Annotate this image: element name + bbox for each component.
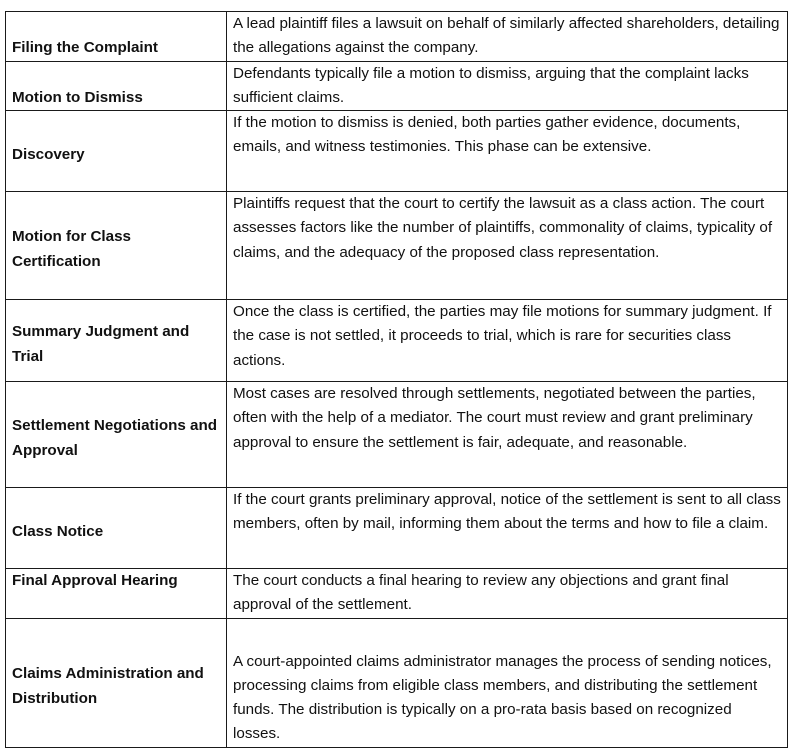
step-term: Filing the Complaint — [6, 12, 227, 62]
step-description: A lead plaintiff files a lawsuit on behalf of similarly affected shareholders, detailing the allegations against the company. — [227, 12, 788, 62]
step-term: Settlement Negotiations and Approval — [6, 382, 227, 488]
table-row — [6, 61, 788, 111]
step-term: Discovery — [6, 111, 227, 192]
table-row — [6, 618, 788, 747]
step-term: Final Approval Hearing — [6, 569, 227, 619]
table-row — [6, 192, 788, 300]
step-description: If the motion to dismiss is denied, both parties gather evidence, documents, emails, and witness testimonies. This phase can be extensive. — [227, 111, 788, 192]
step-description: If the court grants preliminary approval, notice of the settlement is sent to all class members, often by mail, informing them about the terms and how to file a claim. — [227, 488, 788, 569]
table-row — [6, 569, 788, 619]
step-description: A court-appointed claims administrator manages the process of sending notices, processing claims from eligible class members, and distributing the settlement funds. The distribution is typically on a pro-rata basis based on recognized losses. — [227, 618, 788, 747]
class-action-steps-table — [5, 11, 788, 748]
table-row — [6, 488, 788, 569]
table-row — [6, 12, 788, 62]
step-description: Once the class is certified, the parties may file motions for summary judgment. If the case is not settled, it proceeds to trial, which is rare for securities class actions. — [227, 300, 788, 382]
step-description: Most cases are resolved through settlements, negotiated between the parties, often with the help of a mediator. The court must review and grant preliminary approval to ensure the settlement is fair, adequate, and reasonable. — [227, 382, 788, 488]
step-term: Summary Judgment and Trial — [6, 300, 227, 382]
step-description: The court conducts a final hearing to review any objections and grant final approval of the settlement. — [227, 569, 788, 619]
table-row — [6, 382, 788, 488]
step-term: Motion for Class Certification — [6, 192, 227, 300]
step-description: Plaintiffs request that the court to certify the lawsuit as a class action. The court assesses factors like the number of plaintiffs, commonality of claims, typicality of claims, and the adequacy of the proposed class representation. — [227, 192, 788, 300]
step-term: Claims Administration and Distribution — [6, 618, 227, 747]
step-term: Motion to Dismiss — [6, 61, 227, 111]
table-row — [6, 111, 788, 192]
step-term: Class Notice — [6, 488, 227, 569]
table-row — [6, 300, 788, 382]
step-description: Defendants typically file a motion to dismiss, arguing that the complaint lacks sufficient claims. — [227, 61, 788, 111]
